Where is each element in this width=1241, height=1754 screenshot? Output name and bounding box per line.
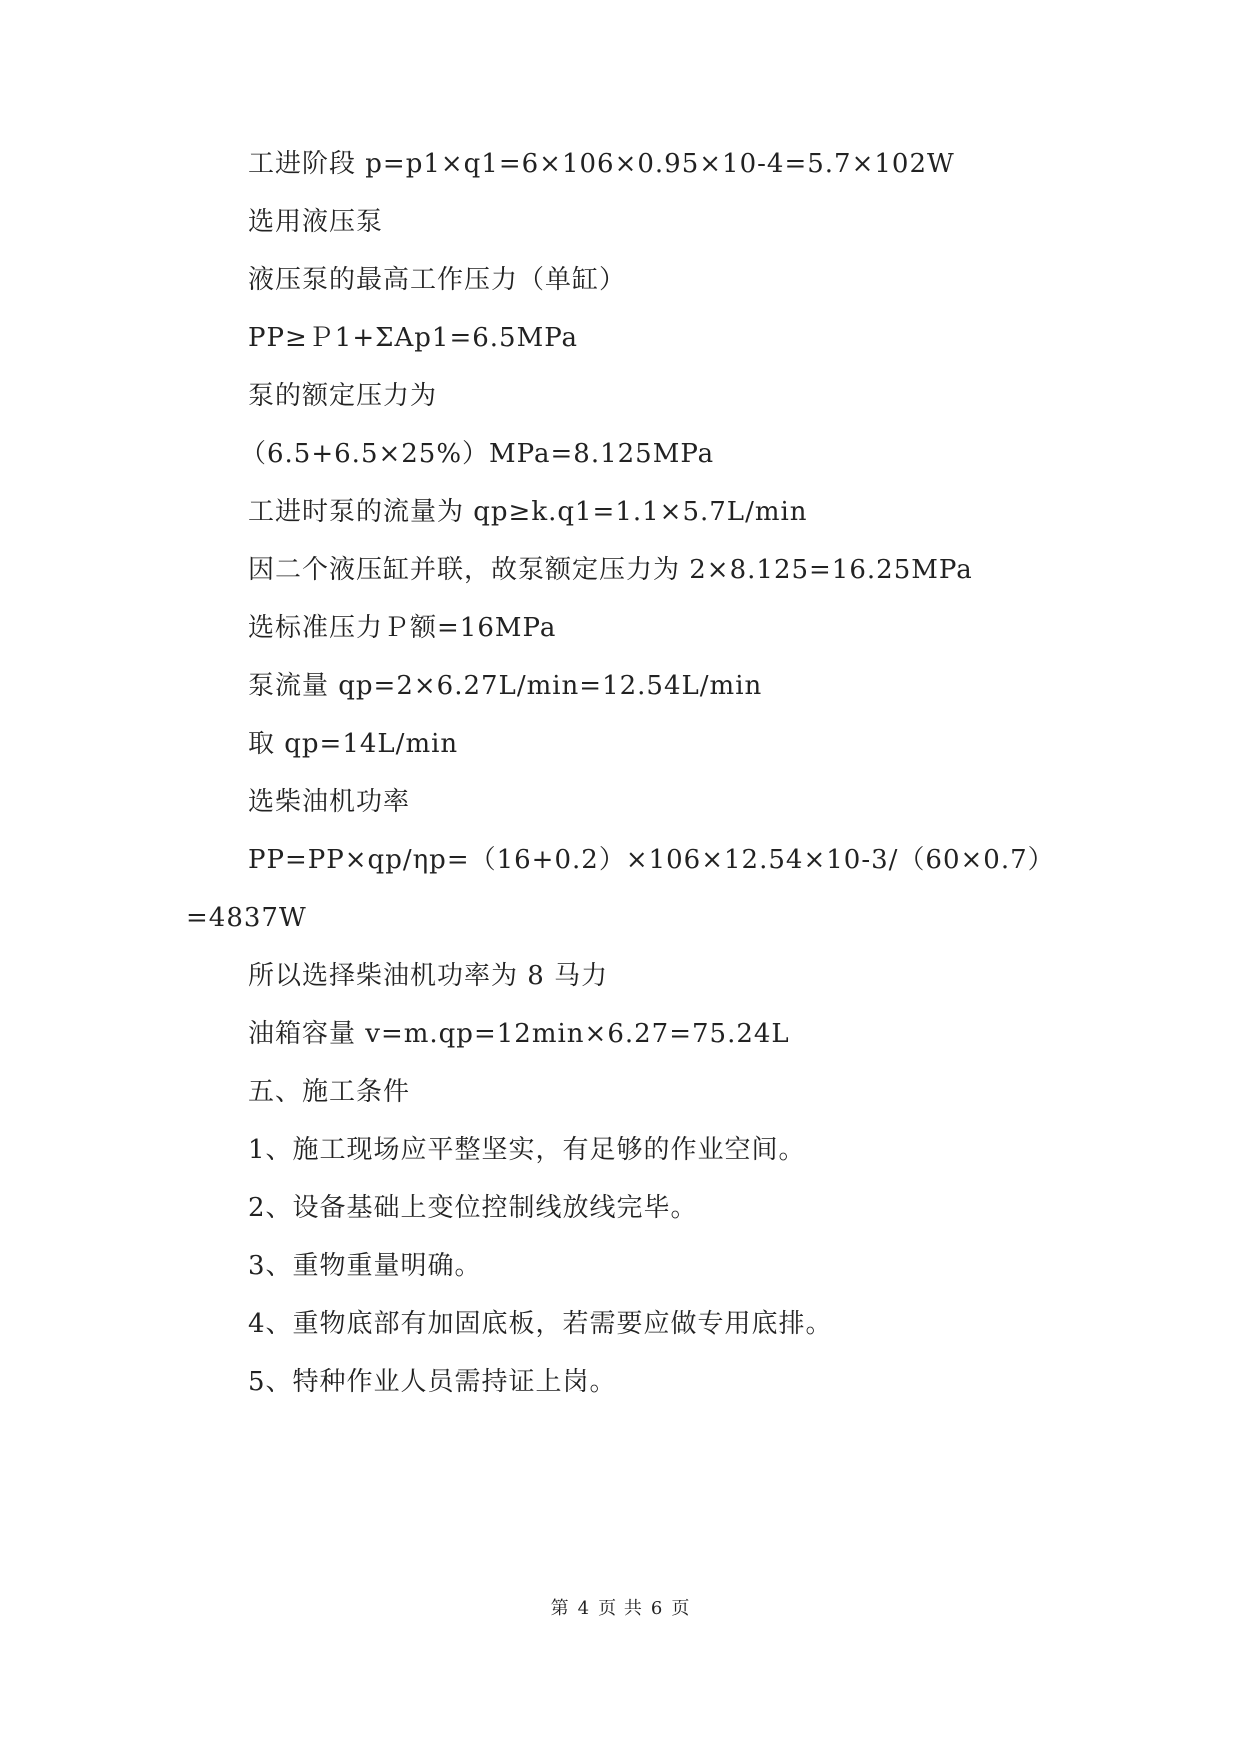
body-line: 选标准压力Ｐ额=16MPa	[248, 613, 557, 643]
body-line: 所以选择柴油机功率为 8 马力	[248, 961, 609, 991]
body-line: 工进时泵的流量为 qp≥k.q1=1.1×5.7L/min	[248, 497, 808, 527]
page-footer	[0, 1597, 1241, 1621]
body-line-continuation: =4837W	[186, 903, 307, 933]
section-heading: 五、施工条件	[248, 1077, 411, 1107]
list-item: 1、施工现场应平整坚实，有足够的作业空间。	[248, 1135, 806, 1165]
list-item: 5、特种作业人员需持证上岗。	[248, 1367, 617, 1397]
total-page-count: 6	[650, 1598, 664, 1619]
list-item: 3、重物重量明确。	[248, 1251, 482, 1281]
footer-prefix: 第	[550, 1598, 570, 1619]
footer-suffix: 页	[671, 1598, 691, 1619]
body-line: 取 qp=14L/min	[248, 729, 459, 759]
body-line: PP≥Ｐ1+ΣAp1=6.5MPa	[248, 323, 579, 353]
body-line: （6.5+6.5×25%）MPa=8.125MPa	[240, 439, 715, 469]
list-item: 4、重物底部有加固底板，若需要应做专用底排。	[248, 1309, 833, 1339]
body-line: 泵流量 qp=2×6.27L/min=12.54L/min	[248, 671, 763, 701]
body-line: 油箱容量 v=m.qp=12min×6.27=75.24L	[248, 1019, 790, 1049]
body-line: 工进阶段 p=p1×q1=6×106×0.95×10-4=5.7×102W	[248, 149, 955, 179]
body-line: 选用液压泵	[248, 207, 384, 237]
body-line: 因二个液压缸并联，故泵额定压力为 2×8.125=16.25MPa	[248, 555, 973, 585]
body-line: 液压泵的最高工作压力（单缸）	[248, 265, 627, 295]
footer-middle: 页 共	[598, 1598, 643, 1619]
body-line: 选柴油机功率	[248, 787, 411, 817]
body-line: 泵的额定压力为	[248, 381, 438, 411]
body-line: PP=PP×qp/ηp=（16+0.2）×106×12.54×10-3/（60×0.7）	[248, 845, 1055, 875]
list-item: 2、设备基础上变位控制线放线完毕。	[248, 1193, 698, 1223]
current-page-number: 4	[577, 1598, 591, 1619]
